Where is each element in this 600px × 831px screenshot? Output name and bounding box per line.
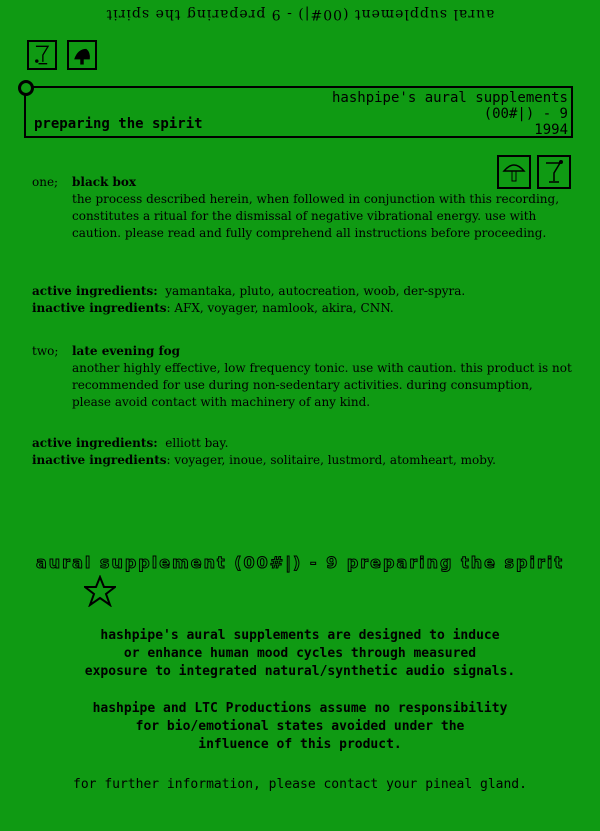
active-list: yamantaka, pluto, autocreation, woob, der-spyra. <box>165 284 466 298</box>
release-year: 1994 <box>534 122 568 138</box>
track-2 <box>32 344 572 411</box>
track-2-ingredients <box>32 435 582 469</box>
disclaimer-2 <box>0 700 600 754</box>
brand-name: hashpipe's aural supplements <box>331 90 568 106</box>
track-title: black box <box>72 175 137 189</box>
disclaimer-line: exposure to integrated natural/synthetic audio signals. <box>84 664 516 679</box>
disclaimer-line: influence of this product. <box>198 737 402 752</box>
track-title: late evening fog <box>72 344 181 358</box>
outline-title: aural supplement (00#|) - 9 preparing the spirit <box>35 553 565 572</box>
album-title: preparing the spirit <box>34 116 203 132</box>
active-list: elliott bay. <box>165 436 229 450</box>
disclaimer-line: or enhance human mood cycles through measured <box>123 646 477 661</box>
star-icon <box>84 575 116 607</box>
footer-text: for further information, please contact your pineal gland. <box>73 777 527 792</box>
active-label: active ingredients: <box>32 436 158 450</box>
inactive-list: : voyager, inoue, solitaire, lustmord, atomheart, moby. <box>166 453 496 467</box>
disclaimer-line: hashpipe and LTC Productions assume no responsibility <box>92 701 508 716</box>
inactive-label: inactive ingredients <box>32 453 167 467</box>
track-description: another highly effective, low frequency tonic. use with caution. this product is not recommended for use during non-sedentary activities. during consumption, please avoid contact with machinery of any kind. <box>72 361 572 409</box>
cocktail-glass-icon <box>27 40 57 70</box>
disclaimer-line: hashpipe's aural supplements are designed to induce <box>100 628 500 643</box>
inactive-list: : AFX, voyager, namlook, akira, CNN. <box>166 301 394 315</box>
header-info <box>332 90 568 138</box>
catalog-number: (00#|) - 9 <box>483 106 568 122</box>
inactive-label: inactive ingredients <box>32 301 167 315</box>
track-description: the process described herein, when followed in conjunction with this recording, constitutes a ritual for the dismissal of negative vibrational energy. use with caution. please read and fully comprehend all instructions before proceeding. <box>72 192 560 240</box>
flipped-header-text: aural supplement (00#|) - 9 preparing the spirit <box>105 6 495 22</box>
track-number: two; <box>32 344 59 358</box>
track-number: one; <box>32 175 59 189</box>
disclaimer-1 <box>0 627 600 681</box>
track-1-ingredients <box>32 283 582 317</box>
header-panel <box>24 86 573 138</box>
disclaimer-line: for bio/emotional states avoided under the <box>135 719 465 734</box>
track-1 <box>32 175 572 242</box>
active-label: active ingredients: <box>32 284 158 298</box>
ring-icon <box>18 80 34 96</box>
mushroom-icon <box>67 40 97 70</box>
